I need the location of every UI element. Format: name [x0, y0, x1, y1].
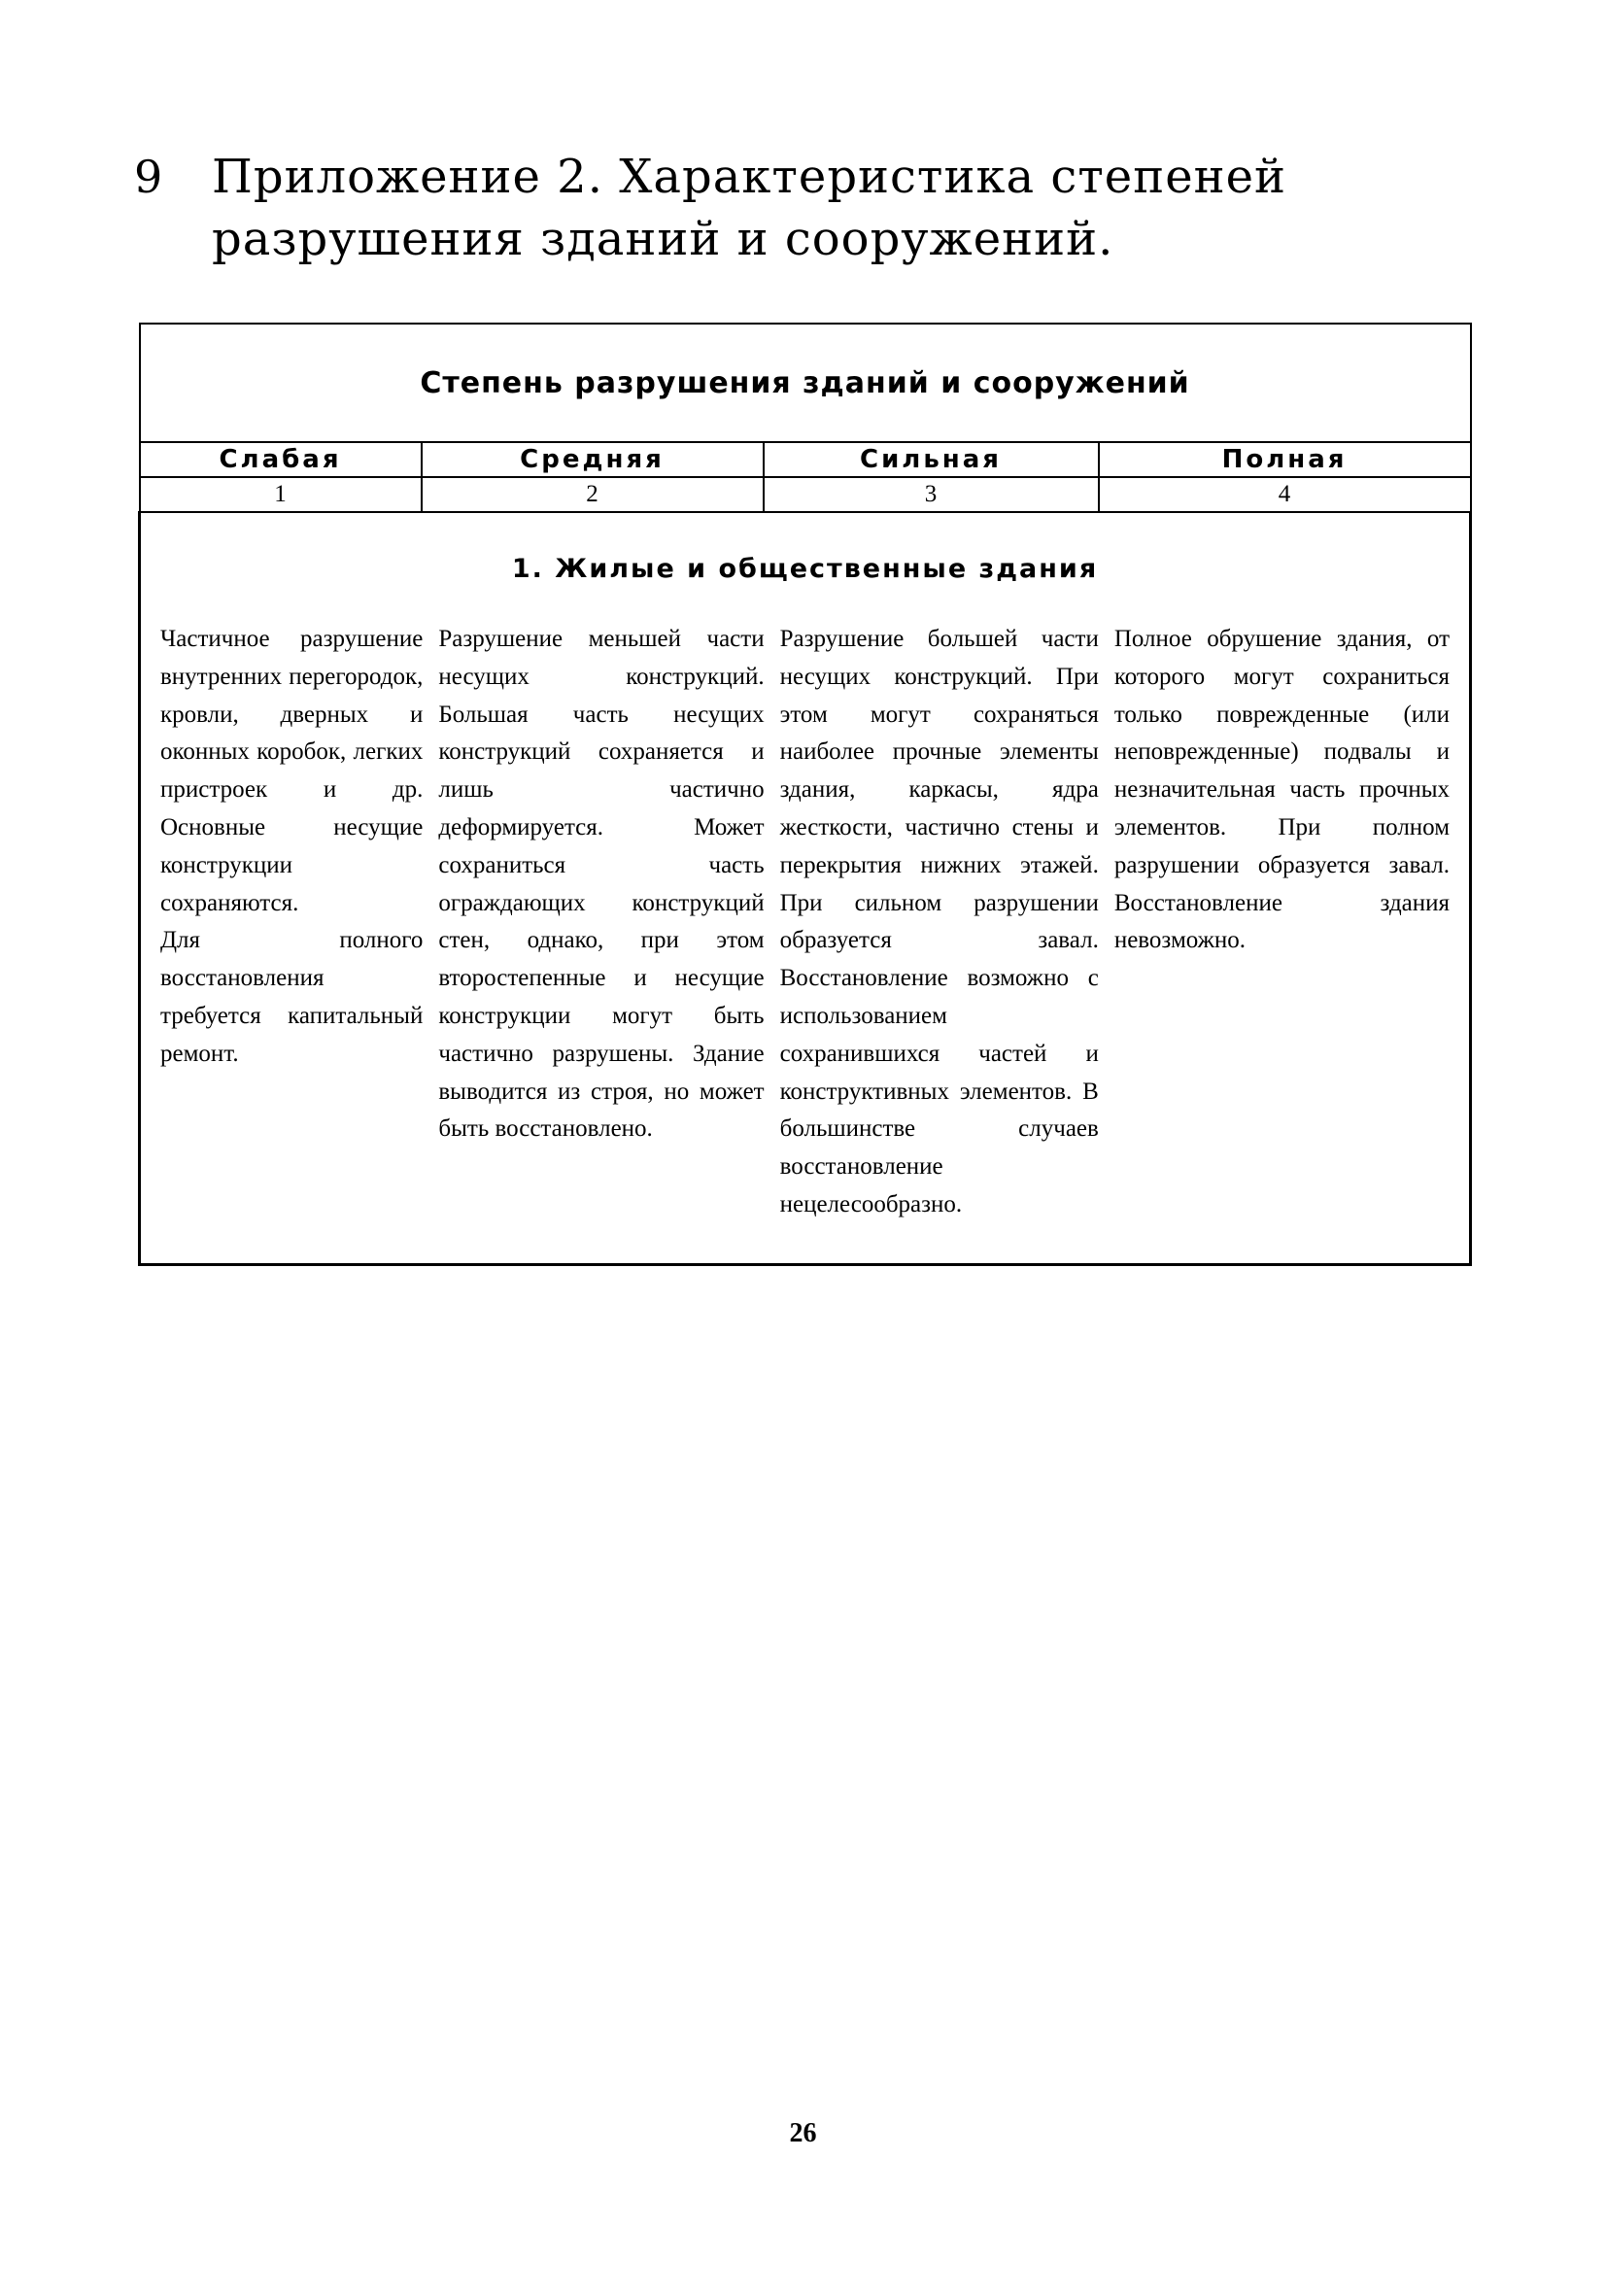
description-complete — [1107, 621, 1457, 1224]
description-text: Для полного восстановления требуется капитальный ремонт. — [160, 927, 424, 1067]
grade-header-row — [140, 442, 1471, 477]
section-title: Приложение 2. Характеристика степеней разрушения зданий и сооружений. — [212, 150, 1286, 266]
description-text: Полное обрушение здания, от которого могут сохраниться только поврежденные (или неповрежденные) подвалы и незначительная часть прочных элементов. При полном разрушении образуется завал. Восстановление здания невозможно. — [1113, 626, 1451, 954]
description-slight — [153, 621, 430, 1224]
grade-number: 4 — [1099, 477, 1471, 512]
description-medium — [430, 621, 771, 1224]
description-text: Разрушение большей части несущих конструкций. При этом могут сохраняться наиболее прочные элементы здания, каркасы, ядра жесткости, частично стены и перекрытия нижних этажей. При сильном разрушении образуется завал. Восстановление возможно с использованием сохранившихся частей и конструктивных элементов. В большинстве случаев восстановление нецелесообразно. — [779, 626, 1099, 1217]
category-title: 1. Жилые и общественные здания — [511, 554, 1099, 584]
grade-label: Полная — [1099, 442, 1471, 477]
grade-number: 1 — [140, 477, 422, 512]
destruction-degrees-table — [138, 323, 1469, 1266]
caption-row — [140, 324, 1471, 442]
grade-label: Средняя — [422, 442, 764, 477]
section-number: 9 — [134, 151, 163, 203]
section-heading — [134, 146, 1475, 270]
grades-table — [138, 323, 1472, 1266]
category-body-row — [140, 512, 1471, 1264]
grade-label: Сильная — [764, 442, 1099, 477]
grade-number-row — [140, 477, 1471, 512]
grade-number: 2 — [422, 477, 764, 512]
grade-label: Слабая — [140, 442, 422, 477]
table-caption: Степень разрушения зданий и сооружений — [140, 324, 1471, 442]
grade-number: 3 — [764, 477, 1099, 512]
page-number: 26 — [789, 2118, 817, 2148]
category-body — [140, 512, 1471, 1264]
description-strong — [772, 621, 1107, 1224]
descriptions — [141, 621, 1469, 1263]
description-text: Частичное разрушение внутренних перегородок, кровли, дверных и оконных коробок, легких пристроек и др. Основные несущие конструкции сохраняются. — [160, 626, 424, 916]
description-text: Разрушение меньшей части несущих конструкций. Большая часть несущих конструкций сохраняется и лишь частично деформируется. Может сохраниться часть ограждающих конструкций стен, однако, при этом второстепенные и несущие конструкции могут быть частично разрушены. Здание выводится из строя, но может быть восстановлено. — [438, 626, 765, 1143]
